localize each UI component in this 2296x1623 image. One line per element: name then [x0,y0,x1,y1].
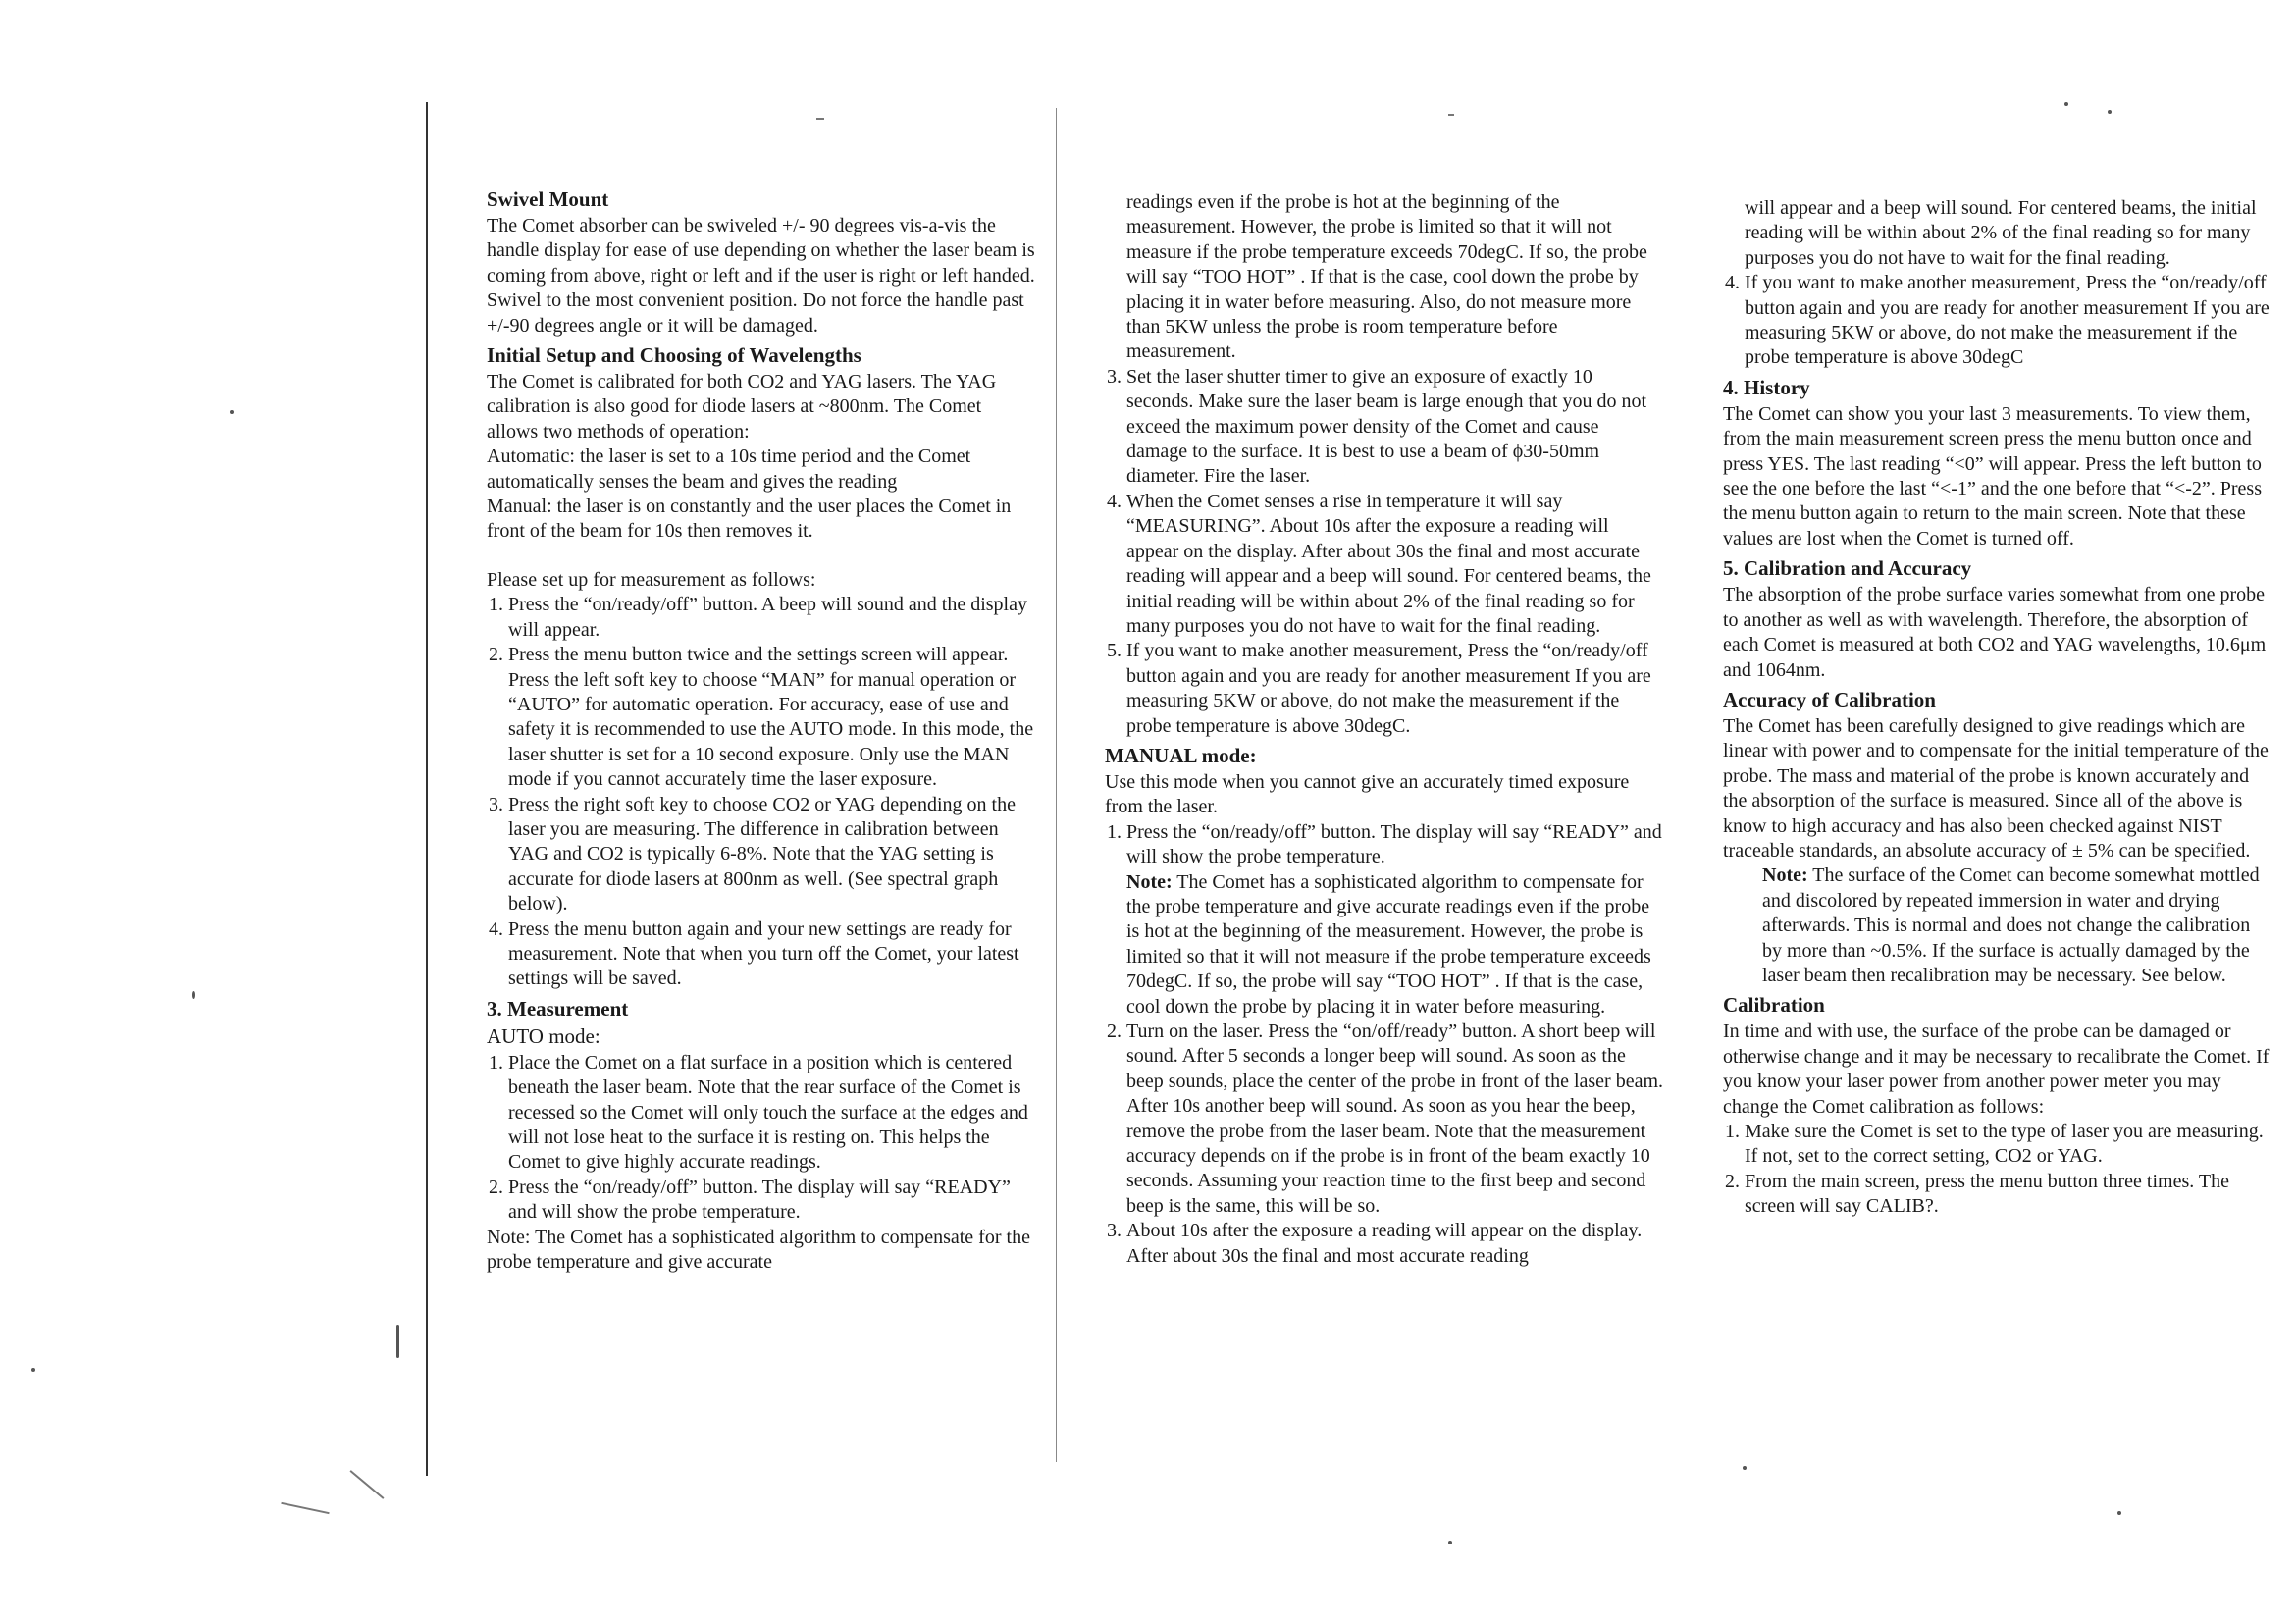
scan-mark [816,118,824,120]
list-item: 3. About 10s after the exposure a reading will appear on the display. After about 30s the final and most accurate reading [1126,1219,1664,1269]
list-item: 4. If you want to make another measurement, Press the “on/ready/off button again and you are ready for another measurement If you are measuring 5KW or above, do not make the measurement if the probe temperature is above 30degC [1745,271,2272,371]
list-item: 4. When the Comet senses a rise in temperature it will say “MEASURING”. About 10s after the exposure a reading will appear on the display. After about 30s the final and most accurate reading will appear and a beep will sound. For centered beams, the initial reading will be within about 2% of the final reading so for many purposes you do not have to wait for the final reading. [1126,490,1664,639]
list-item-text: Press the “on/ready/off” button. The display will say “READY” and will show the probe temperature. [1126,820,1662,868]
subheading-auto-mode: AUTO mode: [487,1023,600,1048]
paragraph: The absorption of the probe surface varies somewhat from one probe to another as well as with wavelength. Therefore, the absorption of each Comet is measured at both CO2 and YAG wavelengths, 10.6μm and 1064nm. [1723,584,2267,681]
paragraph: Automatic: the laser is set to a 10s time period and the Comet automatically senses the beam and gives the reading [487,445,971,493]
scan-mark [281,1502,329,1514]
section-heading-calibration-accuracy: 5. Calibration and Accuracy [1723,556,1972,581]
manual-steps-list [1105,820,1664,1269]
auto-steps-list [487,1051,1036,1226]
list-item: 1. Press the “on/ready/off” button. A beep will sound and the display will appear. [508,593,1036,643]
page-column-2 [1105,190,1664,1269]
list-item: 4. Press the menu button again and your new settings are ready for measurement. Note that when you turn off the Comet, your latest settings will be saved. [508,917,1036,992]
paragraph: The Comet is calibrated for both CO2 and YAG lasers. The YAG calibration is also good for diode lasers at ~800nm. The Comet allows two methods of operation: [487,371,997,443]
paragraph: The Comet absorber can be swiveled +/- 90 degrees vis-a-vis the handle display for ease of use depending on whether the laser beam is coming from above, right or left and if the user is right or left handed. Swivel to the most convenient position. Do not force the handle past +/-90 degrees angle or it will be damaged. [487,215,1035,337]
paragraph: The Comet has been carefully designed to give readings which are linear with power and to compensate for the initial temperature of the probe. The mass and material of the probe is known accurately and the absorption of the surface is measured. Since all of the above is know to high accuracy and has also been checked against NIST traceable standards, an absolute accuracy of ± 5% can be specified. [1723,714,2269,862]
scan-speck [2064,102,2068,106]
section-heading-history: 4. History [1723,375,1810,399]
paragraph: Manual: the laser is on constantly and the user places the Comet in front of the beam for 10s then removes it. [487,496,1012,543]
note [1723,864,2272,988]
note-label: Note: [1762,864,1808,887]
paragraph: Please set up for measurement as follows: [487,568,816,591]
manual-steps-list-continued [1723,271,2272,371]
list-item: 2. Press the menu button twice and the settings screen will appear. Press the left soft key to choose “MAN” for manual operation or “AUTO” for automatic operation. For accuracy, ease of use and safety it is recommended to use the AUTO mode. In this mode, the laser shutter is set for a 10 second exposure. Only use the MAN mode if you cannot accurately time the laser exposure. [508,643,1036,792]
paragraph: In time and with use, the surface of the probe can be damaged or otherwise change and it may be necessary to recalibrate the Comet. If you know your laser power from another power meter you may change the Comet calibration as follows: [1723,1021,2270,1118]
scan-speck [192,991,195,999]
scan-speck [396,1325,399,1358]
scan-speck [230,410,234,414]
list-item [1126,820,1664,1020]
calibration-steps-list [1723,1120,2272,1220]
page-column-1 [487,183,1036,1275]
list-item: 3. Set the laser shutter timer to give an exposure of exactly 10 seconds. Make sure the laser beam is large enough that you do not exceed the maximum power density of the Comet and cause damage to the surface. It is best to use a beam of ϕ30-50mm diameter. Fire the laser. [1126,365,1664,490]
page-column-3 [1723,196,2272,1220]
section-heading-initial-setup: Initial Setup and Choosing of Wavelengths [487,343,861,368]
subheading-calibration: Calibration [1723,993,1825,1018]
scan-speck [1448,1541,1452,1544]
subheading-manual-mode: MANUAL mode: [1105,743,1257,767]
note-label: Note: [1126,870,1173,893]
note-text: The Comet has a sophisticated algorithm to compensate for the probe temperature and give accurate [487,1226,1030,1274]
center-fold-rule [1056,108,1057,1462]
scan-mark [350,1470,385,1499]
note [487,1226,1036,1276]
note-label: Note: [487,1226,531,1248]
paragraph: The Comet can show you your last 3 measurements. To view them, from the main measurement screen press the menu button once and press YES. The last reading “<0” will appear. Press the left button to see the one before the last “<-1” and the one before that “<-2”. Press the menu button again to return to the main screen. Note that these values are lost when the Comet is turned off. [1723,402,2262,550]
scan-mark [1448,114,1454,116]
section-heading-swivel-mount: Swivel Mount [487,187,609,211]
list-item: 1. Make sure the Comet is set to the type of laser you are measuring. If not, set to the correct setting, CO2 or YAG. [1745,1120,2272,1170]
list-item: 5. If you want to make another measurement, Press the “on/ready/off button again and you are ready for another measurement If you are measuring 5KW or above, do not make the measurement if the probe temperature is above 30degC. [1126,639,1664,739]
subheading-accuracy-of-calibration: Accuracy of Calibration [1723,687,1936,711]
left-margin-rule [426,102,428,1476]
paragraph: Use this mode when you cannot give an accurately timed exposure from the laser. [1105,770,1630,818]
paragraph-continued: readings even if the probe is hot at the beginning of the measurement. However, the probe is limited so that it will not measure if the probe temperature exceeds 70degC. If so, the probe will say “TOO HOT” . If that is the case, cool down the probe by placing it in water before measuring. Also, do not measure more than 5KW unless the probe is room temperature before measurement. [1126,191,1647,363]
note-text: The surface of the Comet can become somewhat mottled and discolored by repeated immersion in water and drying afterwards. This is normal and does not change the calibration by more than ~0.5%. If the surface is actually damaged by the laser beam then recalibration may be necessary. See below. [1762,864,2260,986]
list-item: 2. From the main screen, press the menu button three times. The screen will say CALIB?. [1745,1170,2272,1220]
list-item: 1. Place the Comet on a flat surface in a position which is centered beneath the laser beam. Note that the rear surface of the Comet is recessed so the Comet will only touch the surface at the edges and will not lose heat to the surface it is resting on. This helps the Comet to give highly accurate readings. [508,1051,1036,1176]
note-text: The Comet has a sophisticated algorithm to compensate for the probe temperature and give accurate readings even if the probe is hot at the beginning of the measurement. However, the probe is limited so that it will not measure if the probe temperature exceeds 70degC. If so, the probe will say “TOO HOT” . If that is the case, cool down the probe by placing it in water before measuring. [1126,870,1651,1018]
scan-speck [31,1368,35,1372]
paragraph-continued: will appear and a beep will sound. For centered beams, the initial reading will be within about 2% of the final reading so for many purposes you do not have to wait for the final reading. [1745,197,2257,269]
auto-steps-list-continued [1105,365,1664,739]
scan-speck [2117,1511,2121,1515]
list-item: 3. Press the right soft key to choose CO2 or YAG depending on the laser you are measuring. The difference in calibration between YAG and CO2 is typically 6-8%. Note that the YAG setting is accurate for diode lasers at 800nm as well. (See spectral graph below). [508,793,1036,917]
scan-speck [2108,110,2112,114]
list-item: 2. Press the “on/ready/off” button. The display will say “READY” and will show the probe temperature. [508,1176,1036,1226]
section-heading-measurement: 3. Measurement [487,996,629,1021]
setup-steps-list [487,593,1036,992]
scan-speck [1743,1466,1747,1470]
list-item: 2. Turn on the laser. Press the “on/off/ready” button. A short beep will sound. After 5 seconds a longer beep will sound. As soon as the beep sounds, place the center of the probe in front of the laser beam. After 10s another beep will sound. As soon as you hear the beep, remove the probe from the laser beam. Note that the measurement accuracy depends on if the probe is in front of the beam exactly 10 seconds. Assuming your reaction time to the first beep and second beep is the same, this will be so. [1126,1020,1664,1219]
